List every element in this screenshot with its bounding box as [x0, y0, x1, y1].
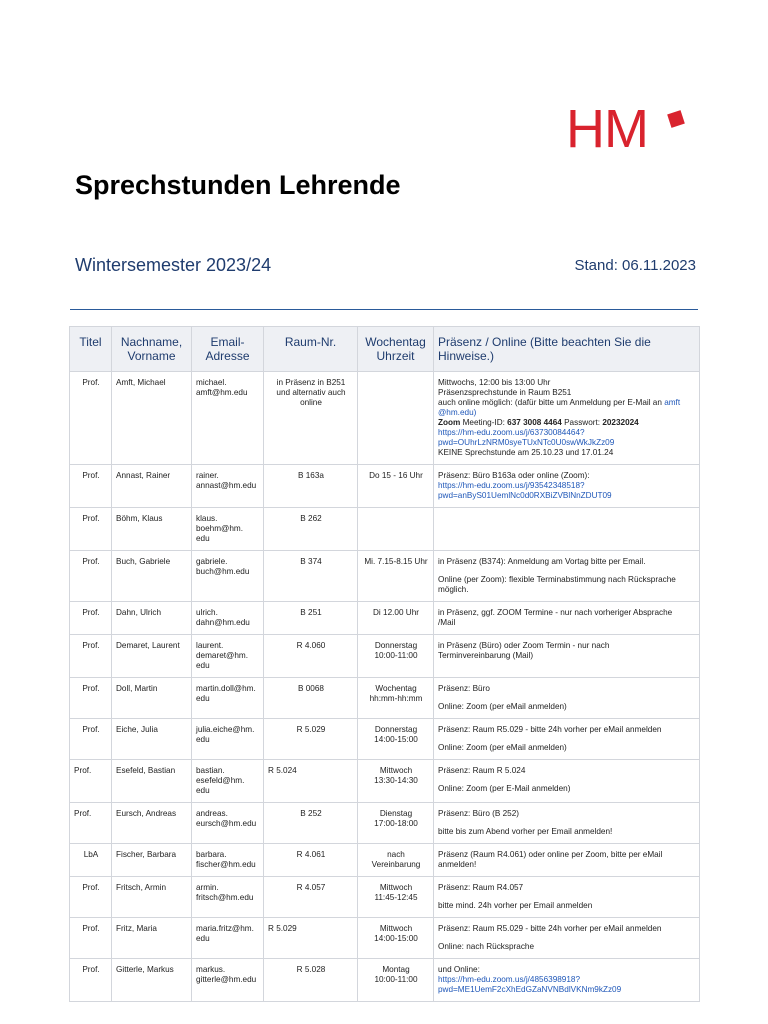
- email-link[interactable]: amft: [664, 398, 681, 407]
- header-name: Nachname, Vorname: [112, 327, 192, 372]
- cell-name: Gitterle, Markus: [112, 959, 192, 1002]
- cell-email[interactable]: markus. gitterle@hm.edu: [192, 959, 264, 1002]
- cell-info: Präsenz: Raum R5.029 - bitte 24h vorher per eMail anmelden Online: Zoom (per eMail anmelden): [434, 719, 700, 760]
- cell-email[interactable]: maria.fritz@hm. edu: [192, 918, 264, 959]
- cell-name: Fritz, Maria: [112, 918, 192, 959]
- cell-titel: Prof.: [70, 877, 112, 918]
- table-row: [70, 551, 700, 602]
- semester-heading: Wintersemester 2023/24: [75, 255, 272, 275]
- cell-info: Präsenz: Raum R 5.024 Online: Zoom (per E-Mail anmelden): [434, 760, 700, 803]
- cell-info: Präsenz: Büro Online: Zoom (per eMail anmelden): [434, 678, 700, 719]
- table-row: [70, 959, 700, 1002]
- cell-info: Präsenz: Büro (B 252) bitte bis zum Abend vorher per Email anmelden!: [434, 803, 700, 844]
- cell-info: Mittwochs, 12:00 bis 13:00 Uhr Präsenzsprechstunde in Raum B251 auch online möglich: (dafür bitte um Anmeldung per E-Mail an amft @hm.edu) Zoom Meeting-ID: 637 3008 4464 Passwort: 20232024 https://hm-edu.zoom.us/j/63730084464? pwd=OUhrLzNRM0syeTUxNTc0U0swWkJkZz09 KEINE Sprechstunde am 25.10.23 und 17.01.24: [434, 372, 700, 465]
- cell-email[interactable]: gabriele. buch@hm.edu: [192, 551, 264, 602]
- cell-titel: Prof.: [70, 678, 112, 719]
- cell-raum: B 0068: [264, 678, 358, 719]
- table-row: [70, 465, 700, 508]
- cell-info: und Online: https://hm-edu.zoom.us/j/4856398918? pwd=ME1UemF2cXhEdGZaNVNBdlVKNm9kZz09: [434, 959, 700, 1002]
- cell-zeit: Mittwoch 11:45-12:45: [358, 877, 434, 918]
- cell-info: [434, 508, 700, 551]
- zoom-link[interactable]: https://hm-edu.zoom.us/j/93542348518?: [438, 481, 585, 490]
- cell-raum: R 5.024: [264, 760, 358, 803]
- zoom-link[interactable]: pwd=anByS01UemlNc0d0RXBiZVBlNnZDUT09: [438, 491, 612, 500]
- cell-info: Präsenz: Raum R4.057 bitte mind. 24h vorher per Email anmelden: [434, 877, 700, 918]
- cell-raum: R 5.029: [264, 719, 358, 760]
- cell-zeit: Donnerstag 10:00-11:00: [358, 635, 434, 678]
- cell-email[interactable]: ulrich. dahn@hm.edu: [192, 602, 264, 635]
- table-header-row: [70, 327, 700, 372]
- header-wochentag: Wochentag Uhrzeit: [358, 327, 434, 372]
- office-hours-table: [69, 326, 700, 1002]
- cell-name: Eiche, Julia: [112, 719, 192, 760]
- cell-zeit: Wochentag hh:mm-hh:mm: [358, 678, 434, 719]
- cell-email[interactable]: rainer. annast@hm.edu: [192, 465, 264, 508]
- header-titel: Titel: [70, 327, 112, 372]
- cell-name: Fischer, Barbara: [112, 844, 192, 877]
- cell-raum: R 5.028: [264, 959, 358, 1002]
- cell-name: Fritsch, Armin: [112, 877, 192, 918]
- cell-raum: R 4.061: [264, 844, 358, 877]
- cell-zeit: [358, 508, 434, 551]
- hm-logo: [566, 99, 696, 159]
- cell-email[interactable]: julia.eiche@hm. edu: [192, 719, 264, 760]
- cell-zeit: Mittwoch 13:30-14:30: [358, 760, 434, 803]
- cell-raum: R 4.060: [264, 635, 358, 678]
- page-title: Sprechstunden Lehrende: [75, 170, 401, 200]
- table-row: [70, 719, 700, 760]
- cell-titel: Prof.: [70, 719, 112, 760]
- cell-name: Amft, Michael: [112, 372, 192, 465]
- cell-email[interactable]: klaus. boehm@hm. edu: [192, 508, 264, 551]
- cell-info: in Präsenz, ggf. ZOOM Termine - nur nach vorheriger Absprache /Mail: [434, 602, 700, 635]
- cell-raum: B 251: [264, 602, 358, 635]
- cell-zeit: Dienstag 17:00-18:00: [358, 803, 434, 844]
- cell-raum: in Präsenz in B251 und alternativ auch online: [264, 372, 358, 465]
- table-row: [70, 635, 700, 678]
- cell-email[interactable]: armin. fritsch@hm.edu: [192, 877, 264, 918]
- zoom-link[interactable]: pwd=OUhrLzNRM0syeTUxNTc0U0swWkJkZz09: [438, 438, 615, 447]
- table-row: [70, 760, 700, 803]
- cell-zeit: Do 15 - 16 Uhr: [358, 465, 434, 508]
- cell-info: Präsenz: Raum R5.029 - bitte 24h vorher per eMail anmelden Online: nach Rücksprache: [434, 918, 700, 959]
- cell-name: Esefeld, Bastian: [112, 760, 192, 803]
- cell-raum: B 252: [264, 803, 358, 844]
- cell-email[interactable]: martin.doll@hm. edu: [192, 678, 264, 719]
- table-row: [70, 877, 700, 918]
- cell-raum: R 5.029: [264, 918, 358, 959]
- cell-raum: R 4.057: [264, 877, 358, 918]
- zoom-link[interactable]: pwd=ME1UemF2cXhEdGZaNVNBdlVKNm9kZz09: [438, 985, 622, 994]
- cell-raum: B 163a: [264, 465, 358, 508]
- cell-name: Demaret, Laurent: [112, 635, 192, 678]
- cell-titel: Prof.: [70, 465, 112, 508]
- cell-titel: Prof.: [70, 551, 112, 602]
- cell-info: in Präsenz (Büro) oder Zoom Termin - nur nach Terminvereinbarung (Mail): [434, 635, 700, 678]
- header-divider: [70, 309, 698, 310]
- hm-logo-square-icon: [667, 110, 685, 128]
- cell-name: Buch, Gabriele: [112, 551, 192, 602]
- cell-email[interactable]: andreas. eursch@hm.edu: [192, 803, 264, 844]
- cell-info: in Präsenz (B374): Anmeldung am Vortag bitte per Email. Online (per Zoom): flexible Terminabstimmung nach Rücksprache möglich.: [434, 551, 700, 602]
- cell-zeit: [358, 372, 434, 465]
- header-praesenz: Präsenz / Online (Bitte beachten Sie die Hinweise.): [434, 327, 700, 372]
- cell-zeit: Mi. 7.15-8.15 Uhr: [358, 551, 434, 602]
- cell-name: Annast, Rainer: [112, 465, 192, 508]
- cell-zeit: Donnerstag 14:00-15:00: [358, 719, 434, 760]
- table-row: [70, 602, 700, 635]
- header-raum: Raum-Nr.: [264, 327, 358, 372]
- cell-titel: Prof.: [70, 918, 112, 959]
- cell-titel: Prof.: [70, 803, 112, 844]
- table-row: [70, 918, 700, 959]
- cell-raum: B 374: [264, 551, 358, 602]
- cell-titel: Prof.: [70, 372, 112, 465]
- header-email: Email- Adresse: [192, 327, 264, 372]
- stand-date: Stand: 06.11.2023: [574, 257, 696, 274]
- cell-titel: Prof.: [70, 602, 112, 635]
- cell-titel: Prof.: [70, 760, 112, 803]
- cell-name: Dahn, Ulrich: [112, 602, 192, 635]
- cell-email[interactable]: barbara. fischer@hm.edu: [192, 844, 264, 877]
- cell-name: Doll, Martin: [112, 678, 192, 719]
- cell-zeit: Mittwoch 14:00-15:00: [358, 918, 434, 959]
- table-row: [70, 508, 700, 551]
- email-link[interactable]: @hm.edu): [438, 408, 477, 417]
- cell-titel: Prof.: [70, 959, 112, 1002]
- cell-raum: B 262: [264, 508, 358, 551]
- cell-email[interactable]: michael. amft@hm.edu: [192, 372, 264, 465]
- cell-titel: Prof.: [70, 635, 112, 678]
- cell-email[interactable]: bastian. esefeld@hm. edu: [192, 760, 264, 803]
- hm-logo-text: HM: [566, 99, 648, 159]
- table-row: [70, 803, 700, 844]
- cell-email[interactable]: laurent. demaret@hm. edu: [192, 635, 264, 678]
- zoom-link[interactable]: https://hm-edu.zoom.us/j/63730084464?: [438, 428, 585, 437]
- cell-name: Böhm, Klaus: [112, 508, 192, 551]
- cell-titel: LbA: [70, 844, 112, 877]
- cell-info: Präsenz: Büro B163a oder online (Zoom): https://hm-edu.zoom.us/j/93542348518? pwd=anByS01UemlNc0d0RXBiZVBlNnZDUT09: [434, 465, 700, 508]
- cell-name: Eursch, Andreas: [112, 803, 192, 844]
- cell-zeit: nach Vereinbarung: [358, 844, 434, 877]
- cell-info: Präsenz (Raum R4.061) oder online per Zoom, bitte per eMail anmelden!: [434, 844, 700, 877]
- table-row: [70, 678, 700, 719]
- table-row: [70, 372, 700, 465]
- zoom-link[interactable]: https://hm-edu.zoom.us/j/4856398918?: [438, 975, 581, 984]
- cell-zeit: Montag 10:00-11:00: [358, 959, 434, 1002]
- cell-titel: Prof.: [70, 508, 112, 551]
- cell-zeit: Di 12.00 Uhr: [358, 602, 434, 635]
- table-row: [70, 844, 700, 877]
